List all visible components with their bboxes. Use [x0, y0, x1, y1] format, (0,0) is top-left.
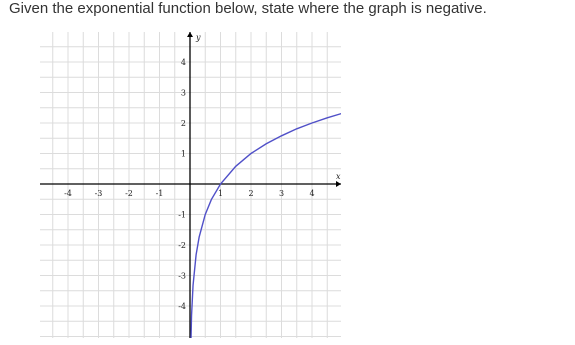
y-tick-label: -4: [178, 302, 186, 311]
x-tick-label: -1: [155, 189, 164, 198]
y-axis-label: y: [196, 33, 201, 42]
question-text: Given the exponential function below, state where the graph is negative.: [9, 0, 487, 17]
x-tick-label: -3: [94, 189, 103, 198]
y-axis-arrow: [187, 32, 193, 37]
y-tick-label: 2: [180, 119, 186, 128]
x-tick-label: 3: [278, 189, 285, 198]
y-tick-label: -3: [178, 271, 186, 281]
x-tick-label: 2: [248, 189, 254, 198]
y-tick-label: 1: [180, 149, 186, 159]
x-tick-label: -2: [125, 189, 133, 198]
y-tick-label: -2: [178, 241, 186, 250]
axes: [40, 32, 341, 338]
x-tick-label: 4: [309, 189, 315, 198]
y-tick-label: 4: [180, 58, 186, 67]
x-axis-label: x: [336, 172, 341, 181]
x-tick-label: 1: [217, 189, 224, 198]
x-axis-arrow: [336, 181, 341, 187]
x-tick-label: -4: [64, 189, 72, 198]
y-tick-label: -1: [178, 210, 186, 220]
y-tick-label: 3: [180, 88, 186, 98]
